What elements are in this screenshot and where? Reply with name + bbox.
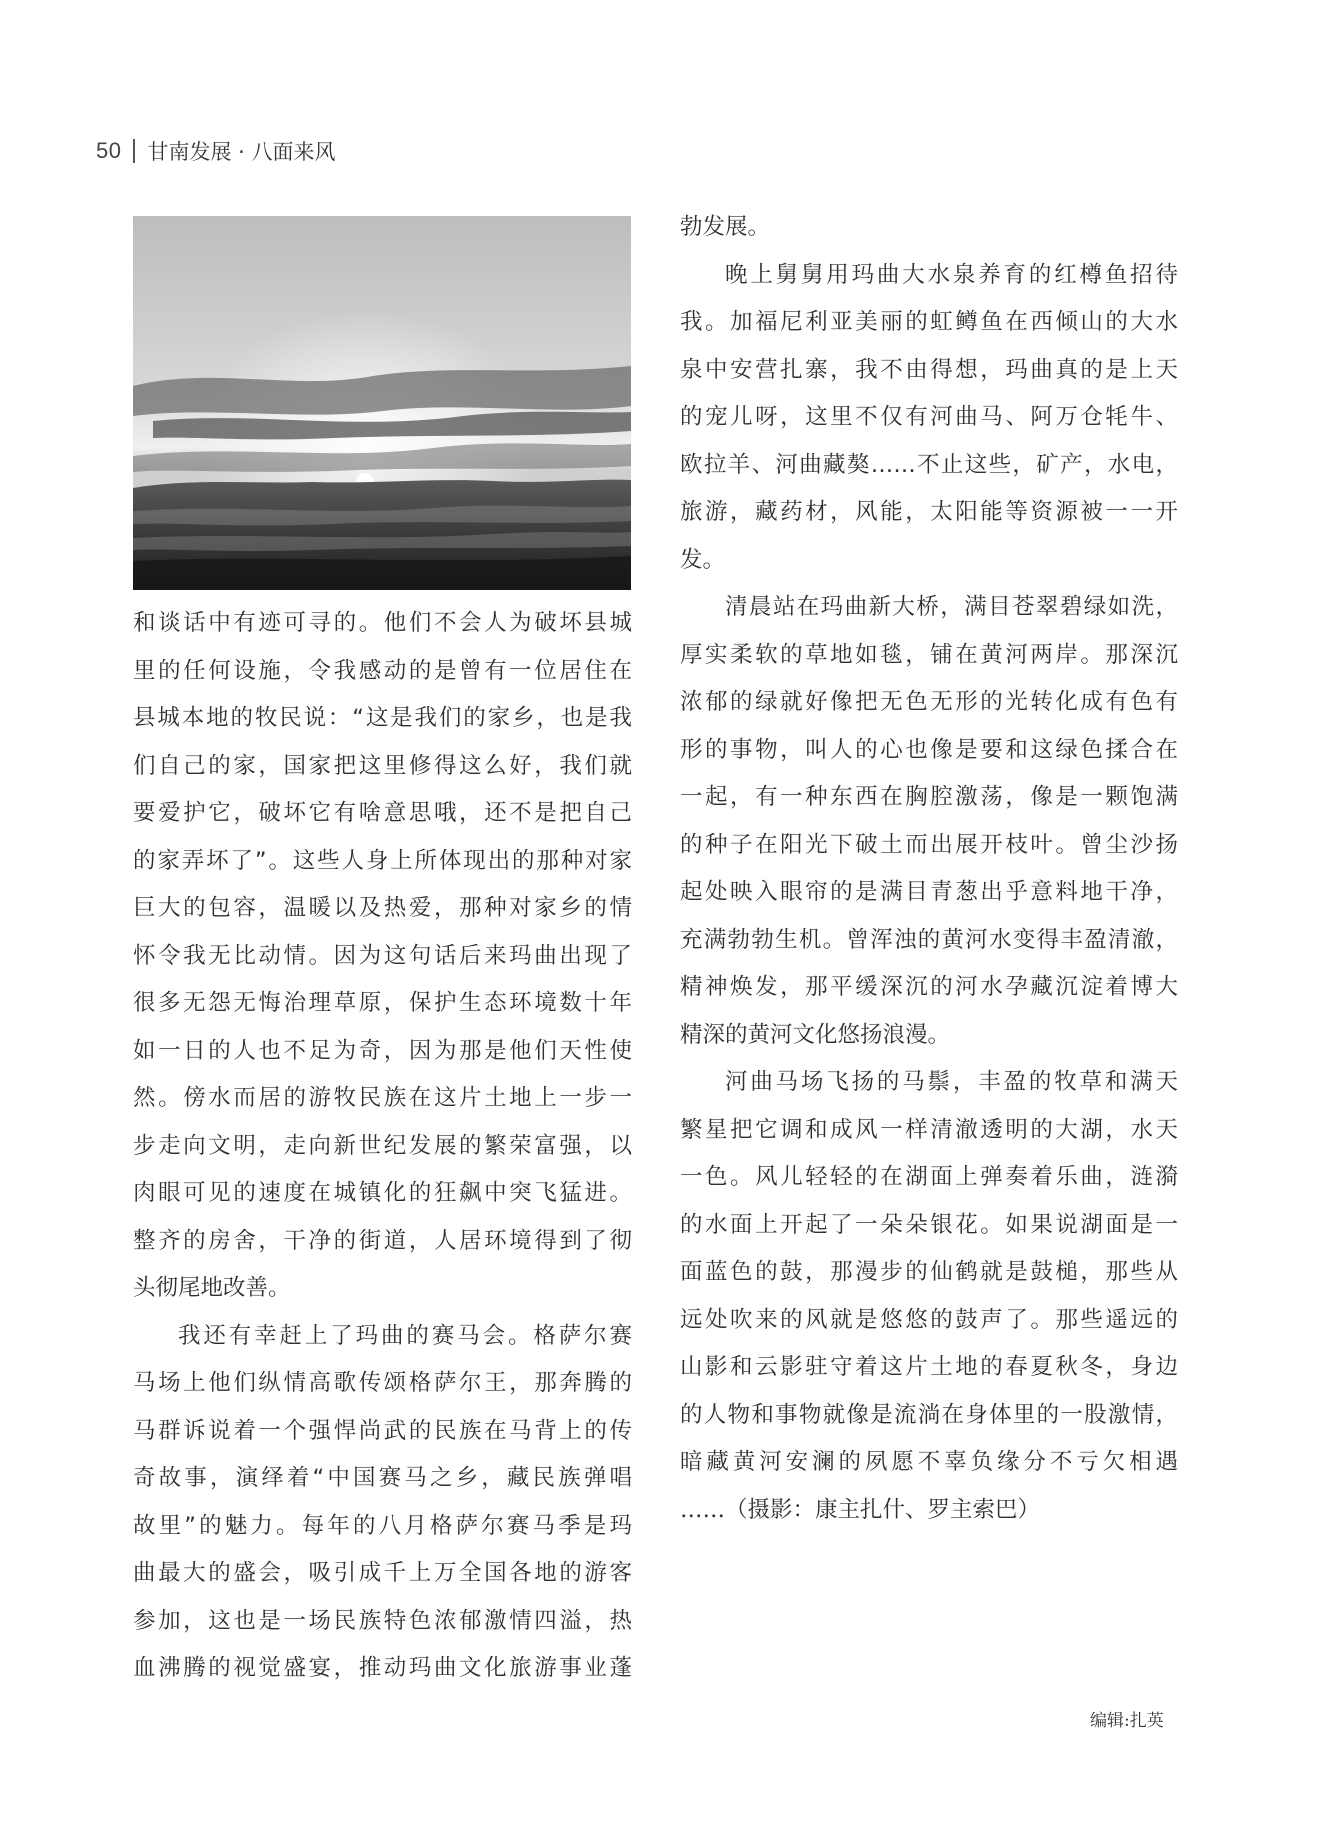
text-line: 怀令我无比动情。因为这句话后来玛曲出现了 (133, 942, 632, 969)
text-line: 很多无怨无悔治理草原，保护生态环境数十年 (133, 990, 632, 1016)
page-header (96, 134, 336, 168)
text-line: 步走向文明，走向新世纪发展的繁荣富强，以 (133, 1132, 632, 1159)
text-line: 和谈话中有迹可寻的。他们不会人为破坏县城 (133, 610, 632, 636)
text-line: 厚实柔软的草地如毯，铺在黄河两岸。那深沉 (680, 641, 1178, 668)
text-line: 一起，有一种东西在胸腔激荡，像是一颗饱满 (680, 784, 1178, 810)
left-text-column (133, 600, 632, 1693)
text-line: 然。傍水而居的游牧民族在这片土地上一步一 (133, 1085, 632, 1111)
text-line: 巨大的包容，温暖以及热爱，那种对家乡的情 (133, 895, 632, 921)
text-line: 马群诉说着一个强悍尚武的民族在马背上的传 (133, 1417, 632, 1444)
text-line: 面蓝色的鼓，那漫步的仙鹤就是鼓槌，那些从 (680, 1259, 1178, 1285)
photo-credit-line: ……（摄影：康主扎什、罗主索巴） (680, 1496, 1041, 1523)
sunset-landscape-image (133, 216, 631, 590)
text-line: 的人物和事物就像是流淌在身体里的一股激情， (680, 1401, 1178, 1428)
editor-credit: 编辑:扎英 (1090, 1711, 1164, 1731)
text-line: 里的任何设施，令我感动的是曾有一位居住在 (133, 657, 632, 684)
text-line: 我。加福尼利亚美丽的虹鳟鱼在西倾山的大水 (680, 309, 1178, 335)
text-line: 如一日的人也不足为奇，因为那是他们天性使 (133, 1037, 632, 1064)
text-line: 曲最大的盛会，吸引成千上万全国各地的游客 (133, 1560, 632, 1586)
text-line: 血沸腾的视觉盛宴，推动玛曲文化旅游事业蓬 (133, 1655, 632, 1681)
text-line: 的种子在阳光下破土而出展开枝叶。曾尘沙扬 (680, 831, 1178, 858)
text-line: 一色。风儿轻轻的在湖面上弹奏着乐曲，涟漪 (680, 1164, 1178, 1190)
text-line: 的宠儿呀，这里不仅有河曲马、阿万仓牦牛、 (680, 404, 1178, 430)
sunset-photo (133, 216, 631, 590)
text-line: 发。 (680, 546, 726, 573)
text-line: 头彻尾地改善。 (133, 1275, 291, 1301)
text-line: 山影和云影驻守着这片土地的春夏秋冬，身边 (680, 1354, 1178, 1380)
text-line: 浓郁的绿就好像把无色无形的光转化成有色有 (680, 689, 1178, 715)
text-line: 精深的黄河文化悠扬浪漫。 (680, 1021, 951, 1048)
text-line: 晚上舅舅用玛曲大水泉养育的红樽鱼招待 (725, 261, 1178, 288)
text-line: 暗藏黄河安澜的夙愿不辜负缘分不亏欠相遇 (680, 1449, 1178, 1475)
page-number: 50 (96, 138, 122, 163)
text-line: 们自己的家，国家把这里修得这么好，我们就 (133, 752, 632, 779)
text-line: 繁星把它调和成风一样清澈透明的大湖，水天 (680, 1116, 1178, 1143)
text-line: 清晨站在玛曲新大桥，满目苍翠碧绿如洗， (725, 594, 1178, 620)
text-line: 肉眼可见的速度在城镇化的狂飙中突飞猛进。 (133, 1180, 632, 1206)
text-line: 奇故事，演绎着“中国赛马之乡，藏民族弹唱 (133, 1465, 632, 1491)
text-line: 要爱护它，破坏它有啥意思哦，还不是把自己 (133, 800, 632, 826)
text-line: 旅游，藏药材，风能，太阳能等资源被一一开 (680, 499, 1178, 525)
header-divider (133, 139, 135, 163)
text-line: 勃发展。 (680, 214, 771, 240)
text-line: 整齐的房舍，干净的街道，人居环境得到了彻 (133, 1227, 632, 1254)
text-line: 的水面上开起了一朵朵银花。如果说湖面是一 (680, 1211, 1178, 1238)
text-line: 故里”的魅力。每年的八月格萨尔赛马季是玛 (133, 1512, 632, 1539)
text-line: 形的事物，叫人的心也像是要和这绿色揉合在 (680, 736, 1178, 763)
text-line: 精神焕发，那平缓深沉的河水孕藏沉淀着博大 (680, 974, 1178, 1000)
text-line: 马场上他们纵情高歌传颂格萨尔王，那奔腾的 (133, 1370, 632, 1396)
right-text-column (680, 204, 1178, 1534)
text-line: 河曲马场飞扬的马鬃，丰盈的牧草和满天 (725, 1069, 1178, 1095)
text-line: 起处映入眼帘的是满目青葱出乎意料地干净， (680, 879, 1178, 905)
text-line: 县城本地的牧民说：“这是我们的家乡，也是我 (133, 705, 632, 731)
text-line: 的家弄坏了”。这些人身上所体现出的那种对家 (133, 847, 632, 874)
text-line: 充满勃勃生机。曾浑浊的黄河水变得丰盈清澈， (680, 926, 1178, 953)
text-line: 我还有幸赶上了玛曲的赛马会。格萨尔赛 (178, 1322, 632, 1349)
text-line: 欧拉羊、河曲藏獒……不止这些，矿产，水电， (680, 451, 1178, 478)
text-line: 远处吹来的风就是悠悠的鼓声了。那些遥远的 (680, 1306, 1178, 1333)
text-line: 泉中安营扎寨，我不由得想，玛曲真的是上天 (680, 356, 1178, 383)
section-title: 甘南发展 · 八面来风 (147, 140, 336, 164)
text-line: 参加，这也是一场民族特色浓郁激情四溢，热 (133, 1607, 632, 1634)
